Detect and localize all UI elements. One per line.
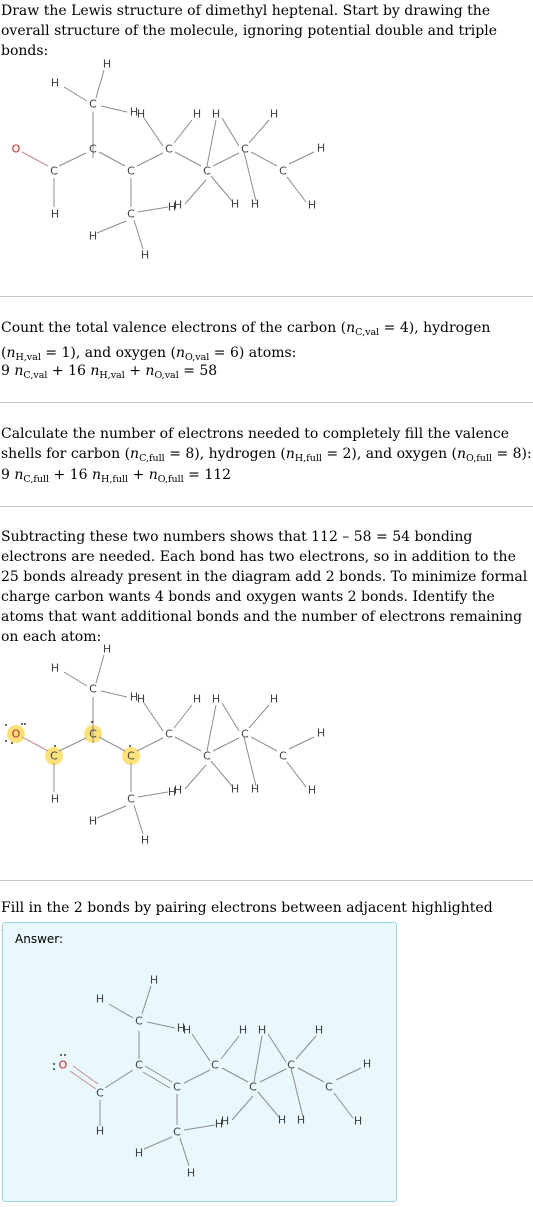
hydrogen-atom: H — [167, 200, 177, 214]
atoms — [59, 974, 371, 1180]
structure-diagram-initial — [0, 0, 533, 290]
hydrogen-atom: H — [129, 105, 139, 119]
hydrogen-atom: H — [214, 1117, 224, 1131]
carbon-atom: C — [127, 792, 135, 806]
carbon-atom: C — [287, 1058, 295, 1072]
carbon-atom: C — [89, 727, 97, 741]
carbon-atom: C — [249, 1080, 257, 1094]
electron-dot — [5, 740, 7, 742]
divider — [0, 506, 533, 507]
hydrogen-atom: H — [277, 1113, 287, 1127]
hydrogen-atom: H — [314, 1023, 324, 1037]
divider — [0, 402, 533, 403]
hydrogen-atom: H — [192, 692, 202, 706]
electron-dot — [53, 1063, 55, 1065]
oxygen-atom: O — [11, 142, 21, 156]
electron-dot — [64, 1054, 66, 1056]
step1-text: Draw the Lewis structure of dimethyl heptenal. Start by drawing the overall structure of the molecule, ignoring potential double and triple bonds: — [1, 3, 497, 59]
bonds — [70, 986, 361, 1166]
carbon-atom: C — [127, 207, 135, 221]
divider — [0, 296, 533, 297]
carbon-atom: C — [173, 1125, 181, 1139]
hydrogen-atom: H — [230, 782, 240, 796]
step3-text: Calculate the number of electrons needed to completely fill the valence shells for carbon $(n_{C,full} = 8)$, hydrogen $(n_{H,full} = 2)$, and oxygen $(n_{O,full} = 8)$: — [1, 426, 532, 464]
hydrogen-atom: H — [102, 642, 112, 656]
hydrogen-atom: H — [50, 76, 60, 90]
step5-text: Fill in the 2 bonds by pairing electrons between adjacent highlighted — [1, 900, 493, 916]
hydrogen-atom: H — [211, 107, 221, 121]
electron-dot — [5, 724, 7, 726]
hydrogen-atom: H — [307, 198, 317, 212]
hydrogen-atom: H — [50, 661, 60, 675]
valence-electron-formula: 9 $n_{C,val} + 16$ $n_{H,val} + n_{O,val} = 58$ — [1, 363, 218, 381]
carbon-atom: C — [203, 164, 211, 178]
hydrogen-atom: H — [149, 973, 159, 987]
electron-dot — [21, 723, 23, 725]
hydrogen-atom: H — [167, 785, 177, 799]
atoms — [12, 58, 325, 262]
hydrogen-atom: H — [176, 1021, 186, 1035]
structure-diagram-highlighted — [0, 585, 533, 875]
hydrogen-atom: H — [238, 1023, 248, 1037]
full-shell-formula: 9 $n_{C,full} + 16$ $n_{H,full} + n_{O,full} = 112$ — [1, 467, 232, 485]
carbon-atom: C — [173, 1080, 181, 1094]
hydrogen-atom: H — [192, 107, 202, 121]
hydrogen-atom: H — [173, 783, 183, 797]
carbon-atom: C — [50, 749, 58, 763]
hydrogen-atom: H — [136, 692, 146, 706]
step2-text: Count the total valence electrons of the carbon $(n_{C,val} = 4)$, hydrogen $(n_{H,val} = 1)$, and oxygen $(n_{O,val} = 6)$ atoms: — [1, 320, 491, 363]
answer-label: Answer: — [15, 932, 64, 946]
hydrogen-atom: H — [95, 992, 105, 1006]
hydrogen-atom: H — [316, 141, 326, 155]
electron-dot — [24, 723, 26, 725]
hydrogen-atom: H — [50, 207, 60, 221]
hydrogen-atom: H — [182, 1023, 192, 1037]
hydrogen-atom: H — [307, 783, 317, 797]
electron-dot — [54, 745, 56, 747]
carbon-atom: C — [165, 142, 173, 156]
hydrogen-atom: H — [230, 197, 240, 211]
hydrogen-atom: H — [140, 248, 150, 262]
bonds — [22, 70, 317, 249]
carbon-atom: C — [127, 749, 135, 763]
carbon-atom: C — [211, 1058, 219, 1072]
hydrogen-atom: H — [269, 692, 279, 706]
hydrogen-atom: H — [362, 1057, 372, 1071]
oxygen-atom: O — [11, 727, 21, 741]
divider — [0, 880, 533, 881]
carbon-atom: C — [135, 1058, 143, 1072]
carbon-atom: C — [89, 142, 97, 156]
electron-dot — [129, 745, 131, 747]
hydrogen-atom: H — [220, 1114, 230, 1128]
atoms — [12, 643, 325, 847]
carbon-atom: C — [96, 1086, 104, 1100]
carbon-atom: C — [279, 164, 287, 178]
hydrogen-atom: H — [257, 1023, 267, 1037]
electron-dot — [53, 1068, 55, 1070]
bonds — [22, 655, 317, 834]
hydrogen-atom: H — [136, 107, 146, 121]
hydrogen-atom: H — [102, 57, 112, 71]
carbon-atom: C — [325, 1080, 333, 1094]
carbon-atom: C — [50, 164, 58, 178]
carbon-atom: C — [89, 682, 97, 696]
hydrogen-atom: H — [269, 107, 279, 121]
hydrogen-atom: H — [296, 1113, 306, 1127]
carbon-atom: C — [165, 727, 173, 741]
step4-text: Subtracting these two numbers shows that 112 – 58 = 54 bonding electrons are needed. Each bond has two electrons, so in addition to the 25 bonds already present in the diagram add 2 bonds. To minimize formal charge carbon wants 4 bonds and oxygen wants 2 bonds. Identify the atoms that want additional bonds and the number of electrons remaining on each atom: — [1, 529, 528, 645]
hydrogen-atom: H — [50, 792, 60, 806]
hydrogen-atom: H — [353, 1114, 363, 1128]
carbon-atom: C — [241, 142, 249, 156]
hydrogen-atom: H — [129, 690, 139, 704]
hydrogen-atom: H — [88, 229, 98, 243]
hydrogen-atom: H — [250, 197, 260, 211]
carbon-atom: C — [89, 97, 97, 111]
structure-diagram-answer — [0, 922, 533, 1207]
electron-dot — [60, 1054, 62, 1056]
hydrogen-atom: H — [186, 1166, 196, 1180]
electron-dot — [11, 742, 13, 744]
hydrogen-atom: H — [95, 1124, 105, 1138]
hydrogen-atom: H — [140, 833, 150, 847]
carbon-atom: C — [127, 164, 135, 178]
carbon-atom: C — [279, 749, 287, 763]
hydrogen-atom: H — [250, 782, 260, 796]
oxygen-atom: O — [58, 1058, 68, 1072]
highlights — [7, 725, 140, 765]
carbon-atom: C — [203, 749, 211, 763]
hydrogen-atom: H — [211, 692, 221, 706]
electron-dot — [91, 721, 93, 723]
hydrogen-atom: H — [173, 198, 183, 212]
carbon-atom: C — [241, 727, 249, 741]
hydrogen-atom: H — [134, 1146, 144, 1160]
hydrogen-atom: H — [316, 726, 326, 740]
carbon-atom: C — [135, 1014, 143, 1028]
hydrogen-atom: H — [88, 814, 98, 828]
